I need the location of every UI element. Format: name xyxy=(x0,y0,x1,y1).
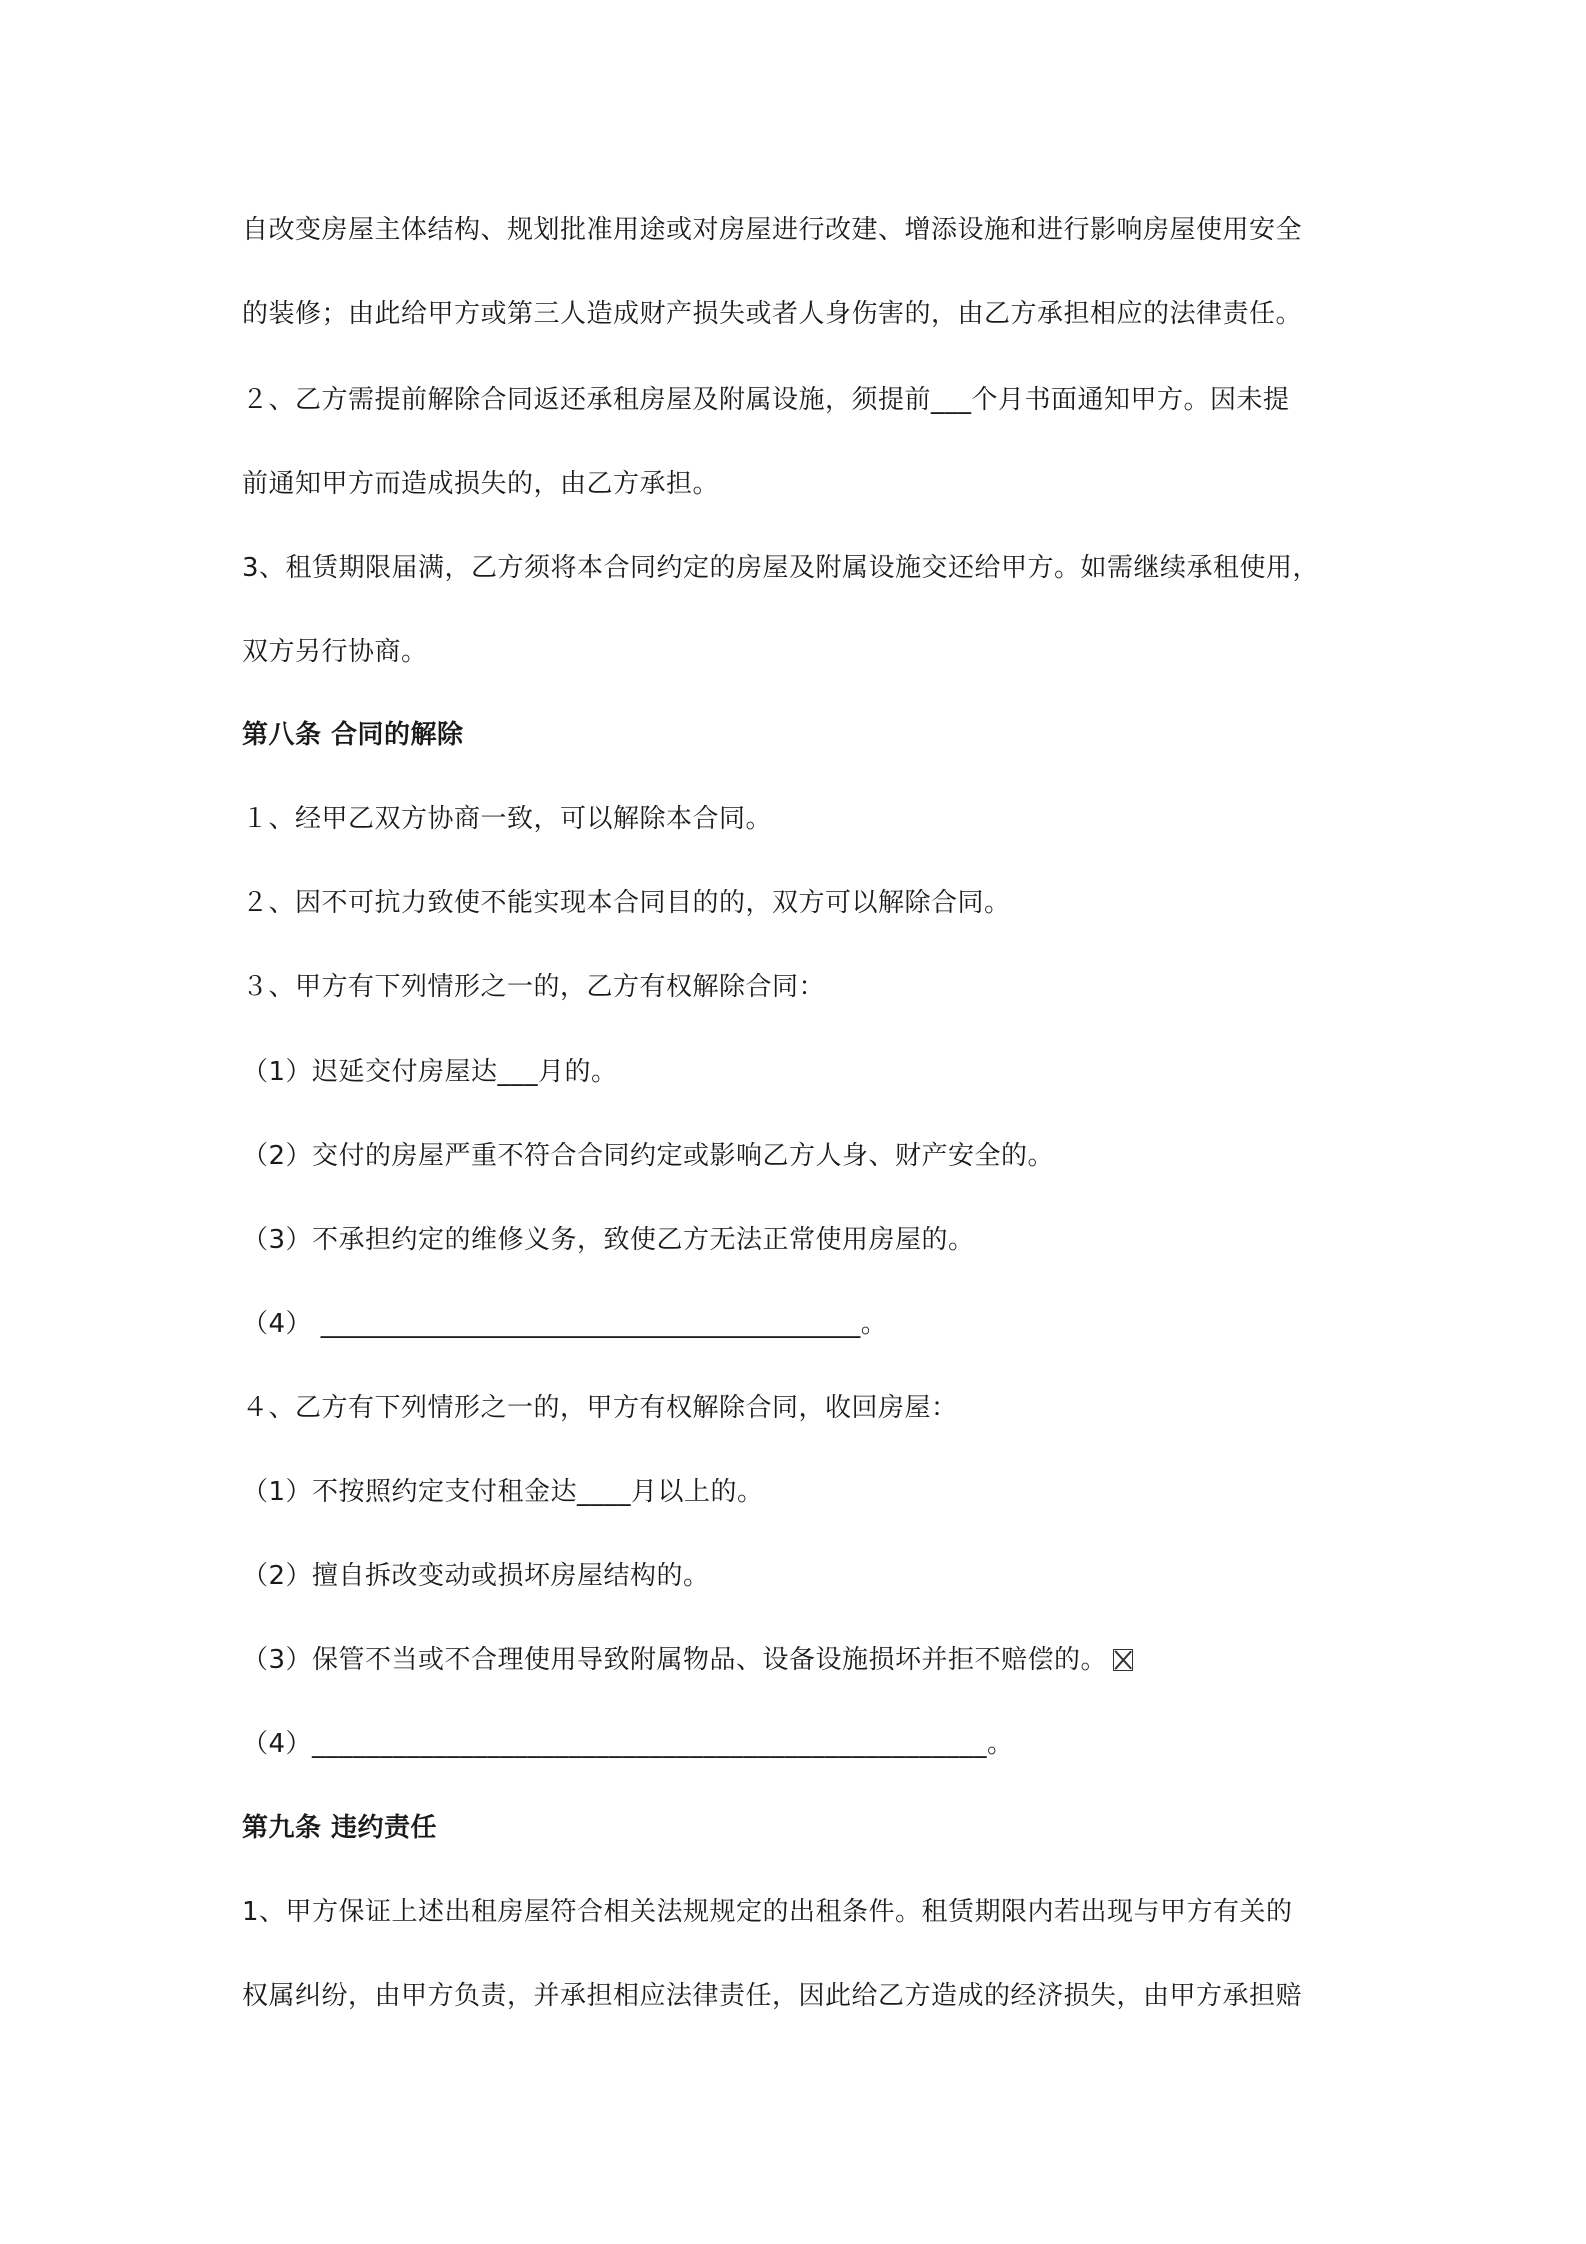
list-item: ３、甲方有下列情形之一的，乙方有权解除合同： xyxy=(242,972,826,1002)
paragraph-line: 的装修；由此给甲方或第三人造成财产损失或者人身伤害的，由乙方承担相应的法律责任。 xyxy=(242,299,1303,329)
paragraph-line: ２、乙方需提前解除合同返还承租房屋及附属设施，须提前___个月书面通知甲方。因未提 xyxy=(242,385,1290,415)
paragraph-line: 前通知甲方而造成损失的，由乙方承担。 xyxy=(242,469,720,499)
list-item: （4） ________________________________________。 xyxy=(242,1309,888,1339)
list-item: （4）__________________________________________________。 xyxy=(242,1729,1014,1759)
crossed-box-icon xyxy=(1113,1649,1133,1671)
list-item xyxy=(242,1642,1362,1678)
paragraph-line: 权属纠纷，由甲方负责，并承担相应法律责任，因此给乙方造成的经济损失，由甲方承担赔 xyxy=(242,1981,1303,2011)
paragraph-line: 3、租赁期限届满，乙方须将本合同约定的房屋及附属设施交还给甲方。如需继续承租使用， xyxy=(242,553,1320,583)
paragraph-line: 自改变房屋主体结构、规划批准用途或对房屋进行改建、增添设施和进行影响房屋使用安全 xyxy=(242,215,1303,245)
list-item: （1）不按照约定支付租金达____月以上的。 xyxy=(242,1477,764,1507)
list-item: （1）迟延交付房屋达___月的。 xyxy=(242,1057,618,1087)
paragraph-line: 1、甲方保证上述出租房屋符合相关法规规定的出租条件。租赁期限内若出现与甲方有关的 xyxy=(242,1897,1293,1927)
list-item-text: （3）保管不当或不合理使用导致附属物品、设备设施损坏并拒不赔偿的。 xyxy=(242,1645,1108,1675)
section-heading: 第九条 违约责任 xyxy=(242,1813,438,1843)
paragraph-line: 双方另行协商。 xyxy=(242,637,428,667)
list-item: ２、因不可抗力致使不能实现本合同目的的，双方可以解除合同。 xyxy=(242,888,1011,918)
section-heading: 第八条 合同的解除 xyxy=(242,720,464,750)
list-item: （2）擅自拆改变动或损坏房屋结构的。 xyxy=(242,1561,710,1591)
list-item: （3）不承担约定的维修义务，致使乙方无法正常使用房屋的。 xyxy=(242,1225,975,1255)
list-item: ４、乙方有下列情形之一的，甲方有权解除合同，收回房屋： xyxy=(242,1393,958,1423)
list-item: １、经甲乙双方协商一致，可以解除本合同。 xyxy=(242,804,773,834)
list-item: （2）交付的房屋严重不符合合同约定或影响乙方人身、财产安全的。 xyxy=(242,1141,1055,1171)
